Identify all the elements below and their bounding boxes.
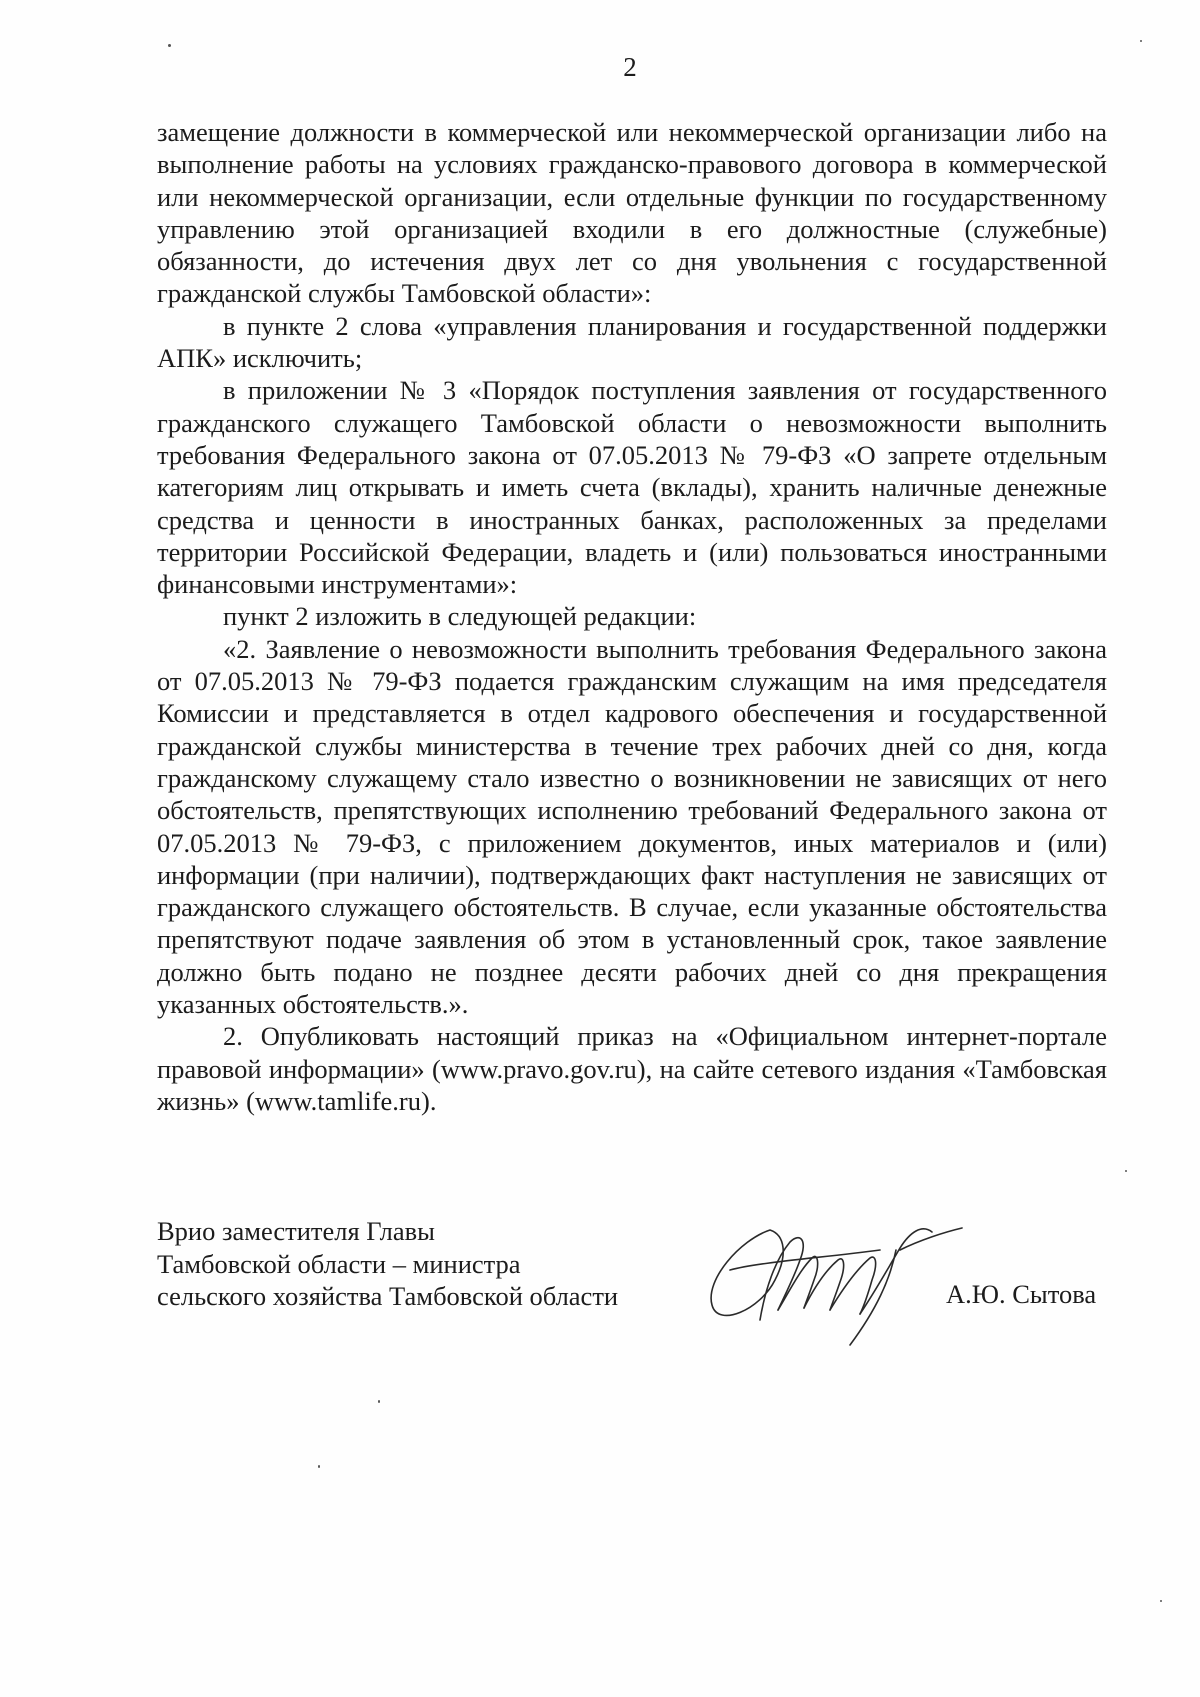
- document-body: [157, 116, 1107, 1117]
- scan-speck: [378, 1400, 380, 1403]
- scan-speck: [1140, 40, 1142, 42]
- paragraph-item-2-amendment: в пункте 2 слова «управления планирования и государственной поддержки АПК» исключить;: [157, 310, 1107, 374]
- signer-position-line: сельского хозяйства Тамбовской области: [157, 1281, 619, 1311]
- scan-speck: [1125, 1170, 1127, 1172]
- signer-position-line: Врио заместителя Главы: [157, 1216, 435, 1246]
- paragraph-publication: 2. Опубликовать настоящий приказ на «Официальном интернет-портале правовой информации» (www.pravo.gov.ru), на сайте сетевого издания «Тамбовская жизнь» (www.tamlife.ru).: [157, 1021, 1107, 1116]
- handwritten-signature: [700, 1210, 970, 1360]
- signer-position-line: Тамбовской области – министра: [157, 1248, 521, 1279]
- scan-speck: [168, 44, 171, 47]
- signer-name: А.Ю. Сытова: [946, 1279, 1097, 1309]
- page-number: 2: [623, 52, 637, 82]
- paragraph-new-wording-intro: пункт 2 изложить в следующей редакции:: [223, 601, 697, 632]
- signer-position: [157, 1215, 618, 1313]
- paragraph-appendix-3: в приложении № 3 «Порядок поступления заявления от государственного гражданского служащего Тамбовской области о невозможности выполнить требования Федерального закона от 07.05.2013 № 79-ФЗ «О запрете отдельным категориям лиц открывать и иметь счета (вклады), хранить наличные денежные средства и ценности в иностранных банках, расположенных за пределами территории Российской Федерации, владеть и (или) пользоваться иностранными финансовыми инструментами»:: [157, 375, 1107, 600]
- paragraph-continuation: замещение должности в коммерческой или некоммерческой организации либо на выполнение работы на условиях гражданско-правового договора в коммерческой или некоммерческой организации, если отдельные функции по государственному управлению этой организацией входили в его должностные (служебные) обязанности, до истечения двух лет со дня увольнения с государственной гражданской службы Тамбовской области»:: [157, 117, 1107, 309]
- scan-speck: [318, 1465, 320, 1468]
- scan-speck: [1160, 1600, 1162, 1602]
- paragraph-new-wording: «2. Заявление о невозможности выполнить требования Федерального закона от 07.05.2013 № 79-ФЗ подается гражданским служащим на имя председателя Комиссии и представляется в отдел кадрового обеспечения и государственной гражданской службы министерства в течение трех рабочих дней со дня, когда гражданскому служащему стало известно о возникновении не зависящих от него обстоятельств, препятствующих исполнению требований Федерального закона от 07.05.2013 № 79-ФЗ, с приложением документов, иных материалов и (или) информации (при наличии), подтверждающих факт наступления не зависящих от гражданского служащего обстоятельств. В случае, если указанные обстоятельства препятствуют подаче заявления об этом в установленный срок, такое заявление должно быть подано не позднее десяти рабочих дней со дня прекращения указанных обстоятельств.».: [157, 633, 1107, 1020]
